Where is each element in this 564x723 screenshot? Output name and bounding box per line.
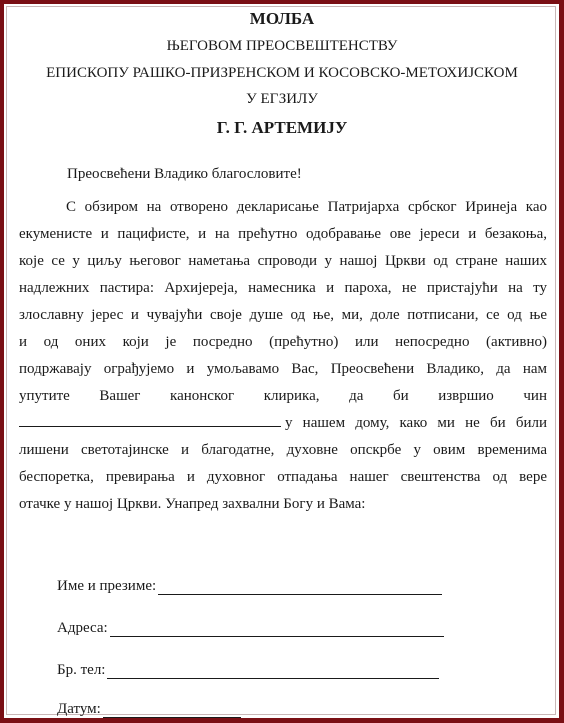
addressee-name: Г. Г. АРТЕМИЈУ bbox=[216, 118, 348, 137]
body-line-rest: у нашем дому, како ми не би били bbox=[285, 415, 547, 431]
header-line-3: У ЕГЗИЛУ bbox=[246, 91, 318, 107]
name-label: Име и презиме: bbox=[57, 578, 157, 594]
body-line: које се у циљу његовог наметања спроводи у нашој Цркви од стране наших bbox=[19, 253, 547, 269]
date-field-row bbox=[57, 701, 241, 718]
phone-label: Бр. тел: bbox=[57, 662, 106, 678]
body-line: злославну јерес и чувајући своје душе од ње, ми, доле потписани, се од ње bbox=[19, 307, 547, 323]
body-line: подржавају ограђујемо и умољавамо Вас, Преосвећени Владико, да нам bbox=[19, 361, 547, 377]
phone-input-line[interactable] bbox=[107, 664, 439, 679]
body-paragraph bbox=[19, 194, 547, 518]
header-line-1: ЊЕГОВОМ ПРЕОСВЕШТЕНСТВУ bbox=[166, 38, 398, 54]
date-input-line[interactable] bbox=[103, 703, 241, 718]
document-title: МОЛБА bbox=[249, 9, 315, 28]
body-line: лишени светотајинске и благодатне, духовне опскрбе у овим временима bbox=[19, 442, 547, 458]
body-line: упутите Вашег канонског клирика, да би извршио чин bbox=[19, 388, 547, 404]
address-input-line[interactable] bbox=[110, 622, 444, 637]
body-line-last: отачке у нашој Цркви. Унапред захвални Богу и Вама: bbox=[19, 496, 366, 512]
body-line: С обзиром на отворено декларисање Патријарха србског Иринеја као bbox=[66, 199, 547, 215]
header-line-2: ЕПИСКОПУ РАШКО-ПРИЗРЕНСКОМ И КОСОВСКО-МЕТОХИЈСКОМ bbox=[46, 65, 518, 81]
rite-blank-field[interactable] bbox=[19, 410, 281, 427]
address-field-row bbox=[57, 620, 444, 637]
body-line: екуменисте и пацифисте, и на прећутно одобравање ове јереси и безакоња, bbox=[19, 226, 547, 242]
body-line: и од оних који је посредно (прећутно) или непосредно (активно) bbox=[19, 334, 547, 350]
phone-field-row bbox=[57, 662, 439, 679]
blank-line-row bbox=[19, 410, 547, 437]
body-line: беспоретка, превирања и духовног отпадања нашег свештенства од вере bbox=[19, 469, 547, 485]
date-label: Датум: bbox=[57, 701, 101, 717]
name-field-row bbox=[57, 578, 442, 595]
name-input-line[interactable] bbox=[158, 580, 442, 595]
body-line: надлежних пастира: Архијереја, намесника и пароха, не пристајући на ту bbox=[19, 280, 547, 296]
address-label: Адреса: bbox=[57, 620, 108, 636]
greeting: Преосвећени Владико благословите! bbox=[67, 166, 302, 182]
